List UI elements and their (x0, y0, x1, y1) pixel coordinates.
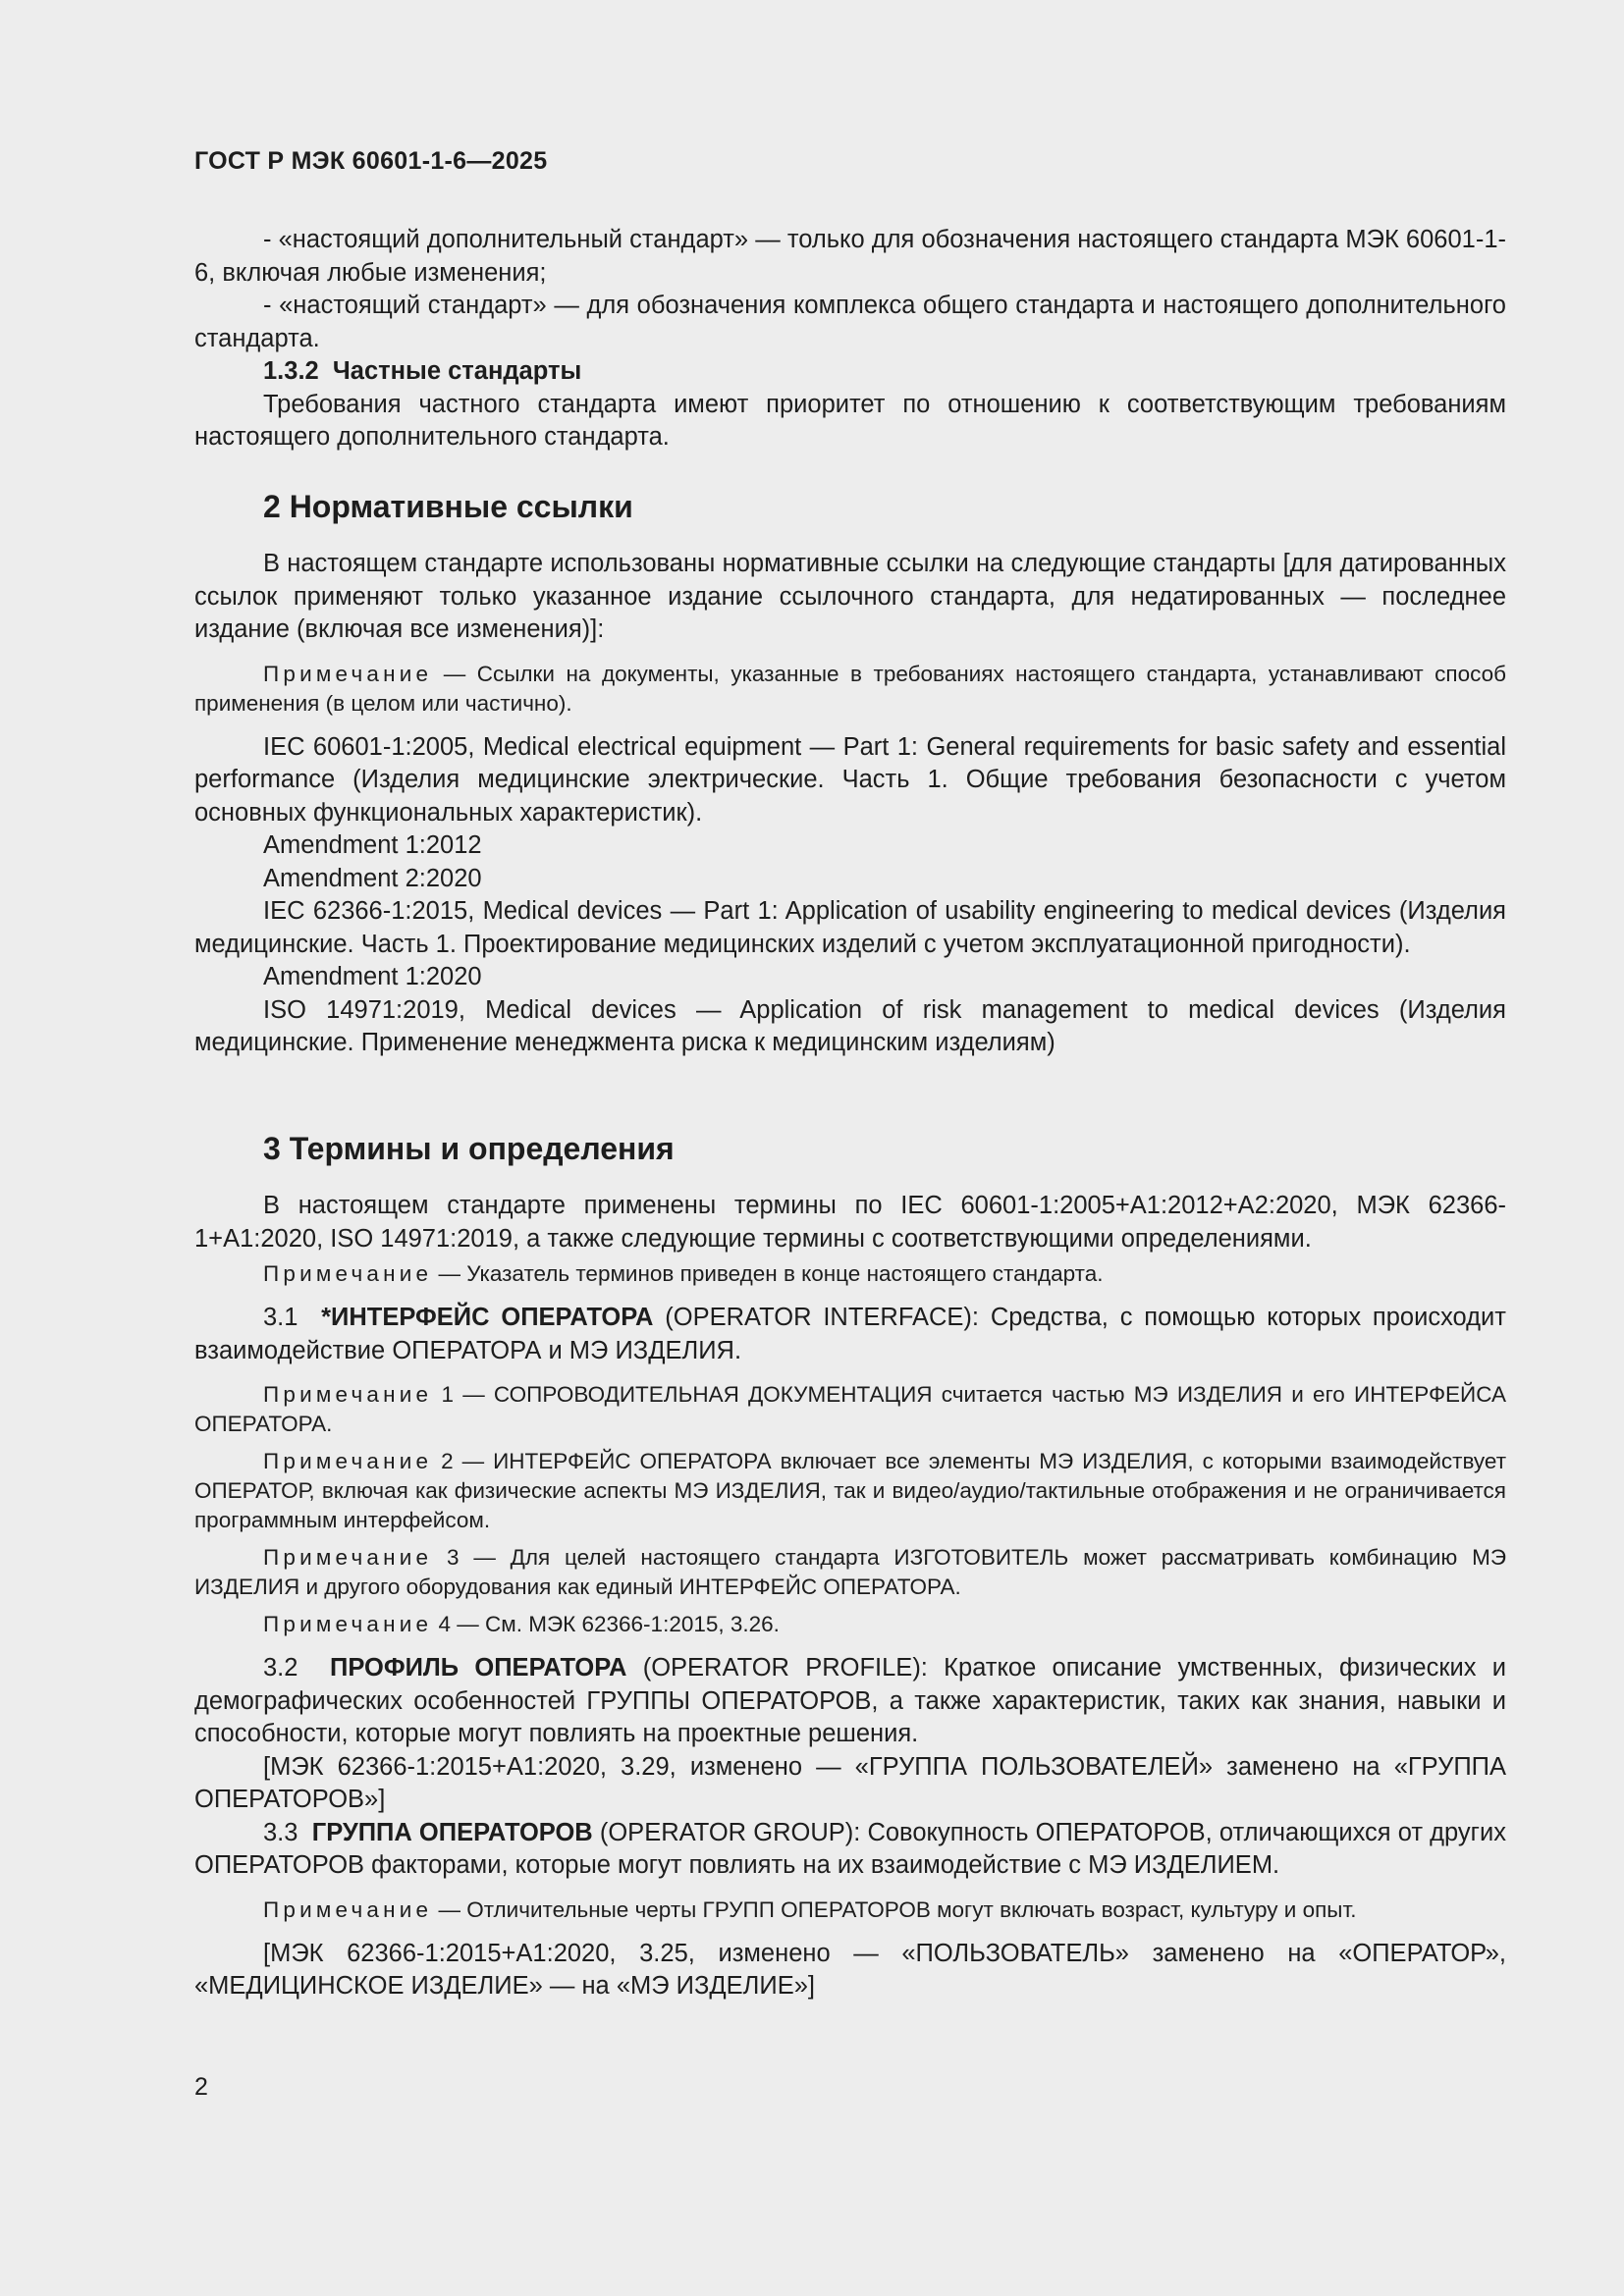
note (194, 1610, 1506, 1639)
note (194, 1896, 1506, 1925)
term-text: (OPERATOR PROFILE): Краткое описание умственных, физических и демографических особенностей ГРУППЫ ОПЕРАТОРОВ, а также характеристик, таких как знания, навыки и способности, которые могут повлиять на проектные решения. (194, 1654, 1506, 1747)
reference-item: ISO 14971:2019, Medical devices — Application of risk management to medical devices (Изделия медицинские. Применение менеджмента риска к медицинским изделиям) (194, 995, 1506, 1056)
term-name: ПРОФИЛЬ ОПЕРАТОРА (329, 1654, 627, 1682)
reference-item: IEC 60601-1:2005, Medical electrical equipment — Part 1: General requirements for basic safety and essential performance (Изделия медицинские электрические. Часть 1. Общие требования безопасности с учетом основных функциональных характеристик). (194, 732, 1506, 827)
list-item: - «настоящий дополнительный стандарт» — только для обозначения настоящего стандарта МЭК 60601-1-6, включая любые изменения; (194, 226, 1506, 287)
reference-amendment: Amendment 2:2020 (263, 864, 482, 892)
term-name: *ИНТЕРФЕЙС ОПЕРАТОРА (321, 1304, 654, 1331)
term-number: 3.3 (263, 1818, 298, 1846)
note (194, 1447, 1506, 1535)
page-number: 2 (194, 2073, 208, 2101)
section-1-continuation (194, 224, 1506, 454)
note-text: — Ссылки на документы, указанные в требованиях настоящего стандарта, устанавливают способ применения (в целом или частично). (194, 661, 1506, 716)
note (194, 1259, 1506, 1289)
subsection-heading (194, 355, 1506, 389)
paragraph: В настоящем стандарте использованы нормативные ссылки на следующие стандарты [для датированных ссылок применяют только указанное издание ссылочного стандарта, для недатированных — последнее издание (включая все изменения)]: (194, 550, 1506, 643)
note-label: Примечание (263, 1896, 433, 1922)
note-text: 3 — Для целей настоящего стандарта ИЗГОТОВИТЕЛЬ может рассматривать комбинацию МЭ ИЗДЕЛИЯ и другого оборудования как единый ИНТЕРФЕЙС ОПЕРАТОРА. (194, 1545, 1506, 1599)
note-label: Примечание (263, 1382, 433, 1407)
note-label: Примечание (263, 1261, 433, 1286)
term-source: [МЭК 62366-1:2015+A1:2020, 3.29, изменено — «ГРУППА ПОЛЬЗОВАТЕЛЕЙ» заменено на «ГРУППА ОПЕРАТОРОВ»] (194, 1752, 1506, 1813)
term-source: [МЭК 62366-1:2015+A1:2020, 3.25, изменено — «ПОЛЬЗОВАТЕЛЬ» заменено на «ОПЕРАТОР», «МЕДИЦИНСКОЕ ИЗДЕЛИЕ» — на «МЭ ИЗДЕЛИЕ»] (194, 1939, 1506, 2000)
reference-amendment: Amendment 1:2020 (263, 963, 482, 990)
term-name: ГРУППА ОПЕРАТОРОВ (311, 1818, 593, 1846)
note-text: 4 — См. МЭК 62366-1:2015, 3.26. (432, 1612, 780, 1636)
term-text: (OPERATOR INTERFACE): Средства, с помощью которых происходит взаимодействие ОПЕРАТОРА и МЭ ИЗДЕЛИЯ. (194, 1304, 1506, 1364)
note-label: Примечание (263, 1612, 433, 1636)
term-definition (194, 1302, 1506, 1367)
section-2-body (194, 548, 1506, 1060)
subsection-number: 1.3.2 (263, 357, 319, 385)
section-3 (194, 1129, 1506, 1168)
note (194, 1543, 1506, 1602)
term-text: (OPERATOR GROUP): Совокупность ОПЕРАТОРОВ, отличающихся от других ОПЕРАТОРОВ факторами, которые могут повлиять на их взаимодействие с МЭ ИЗДЕЛИЕМ. (194, 1818, 1506, 1879)
note (194, 1380, 1506, 1439)
note-text: — Указатель терминов приведен в конце настоящего стандарта. (432, 1261, 1104, 1286)
reference-item: IEC 62366-1:2015, Medical devices — Part 1: Application of usability engineering to medical devices (Изделия медицинские. Часть 1. Проектирование медицинских изделий с учетом эксплуатационной пригодности). (194, 897, 1506, 958)
section-2 (194, 487, 1506, 526)
subsection-title: Частные стандарты (332, 357, 582, 385)
note-text: 2 — ИНТЕРФЕЙС ОПЕРАТОРА включает все элементы МЭ ИЗДЕЛИЯ, с которыми взаимодействует ОПЕРАТОР, включая как физические аспекты МЭ ИЗДЕЛИЯ, так и видео/аудио/тактильные отображения и не ограничивается программным интерфейсом. (194, 1449, 1506, 1532)
term-definition (194, 1817, 1506, 1883)
note-label: Примечание (263, 1545, 433, 1570)
section-heading: 3 Термины и определения (263, 1131, 675, 1166)
reference-amendment: Amendment 1:2012 (263, 831, 482, 859)
term-definition (194, 1652, 1506, 1751)
section-heading: 2 Нормативные ссылки (263, 489, 633, 524)
note (194, 660, 1506, 719)
paragraph: Требования частного стандарта имеют приоритет по отношению к соответствующим требованиям настоящего дополнительного стандарта. (194, 390, 1506, 451)
note-label: Примечание (263, 1449, 433, 1473)
term-number: 3.1 (263, 1304, 298, 1331)
document-header: ГОСТ Р МЭК 60601-1-6—2025 (194, 147, 548, 175)
term-number: 3.2 (263, 1654, 298, 1682)
section-3-body (194, 1190, 1506, 2003)
paragraph: В настоящем стандарте применены термины по IEC 60601-1:2005+A1:2012+A2:2020, МЭК 62366-1+A1:2020, ISO 14971:2019, а также следующие термины с соответствующими определениями. (194, 1192, 1506, 1253)
list-item: - «настоящий стандарт» — для обозначения комплекса общего стандарта и настоящего дополнительного стандарта. (194, 292, 1506, 352)
note-text: — Отличительные черты ГРУПП ОПЕРАТОРОВ могут включать возраст, культуру и опыт. (432, 1896, 1357, 1922)
note-text: 1 — СОПРОВОДИТЕЛЬНАЯ ДОКУМЕНТАЦИЯ считается частью МЭ ИЗДЕЛИЯ и его ИНТЕРФЕЙСА ОПЕРАТОРА. (194, 1382, 1506, 1436)
note-label: Примечание (263, 661, 433, 686)
